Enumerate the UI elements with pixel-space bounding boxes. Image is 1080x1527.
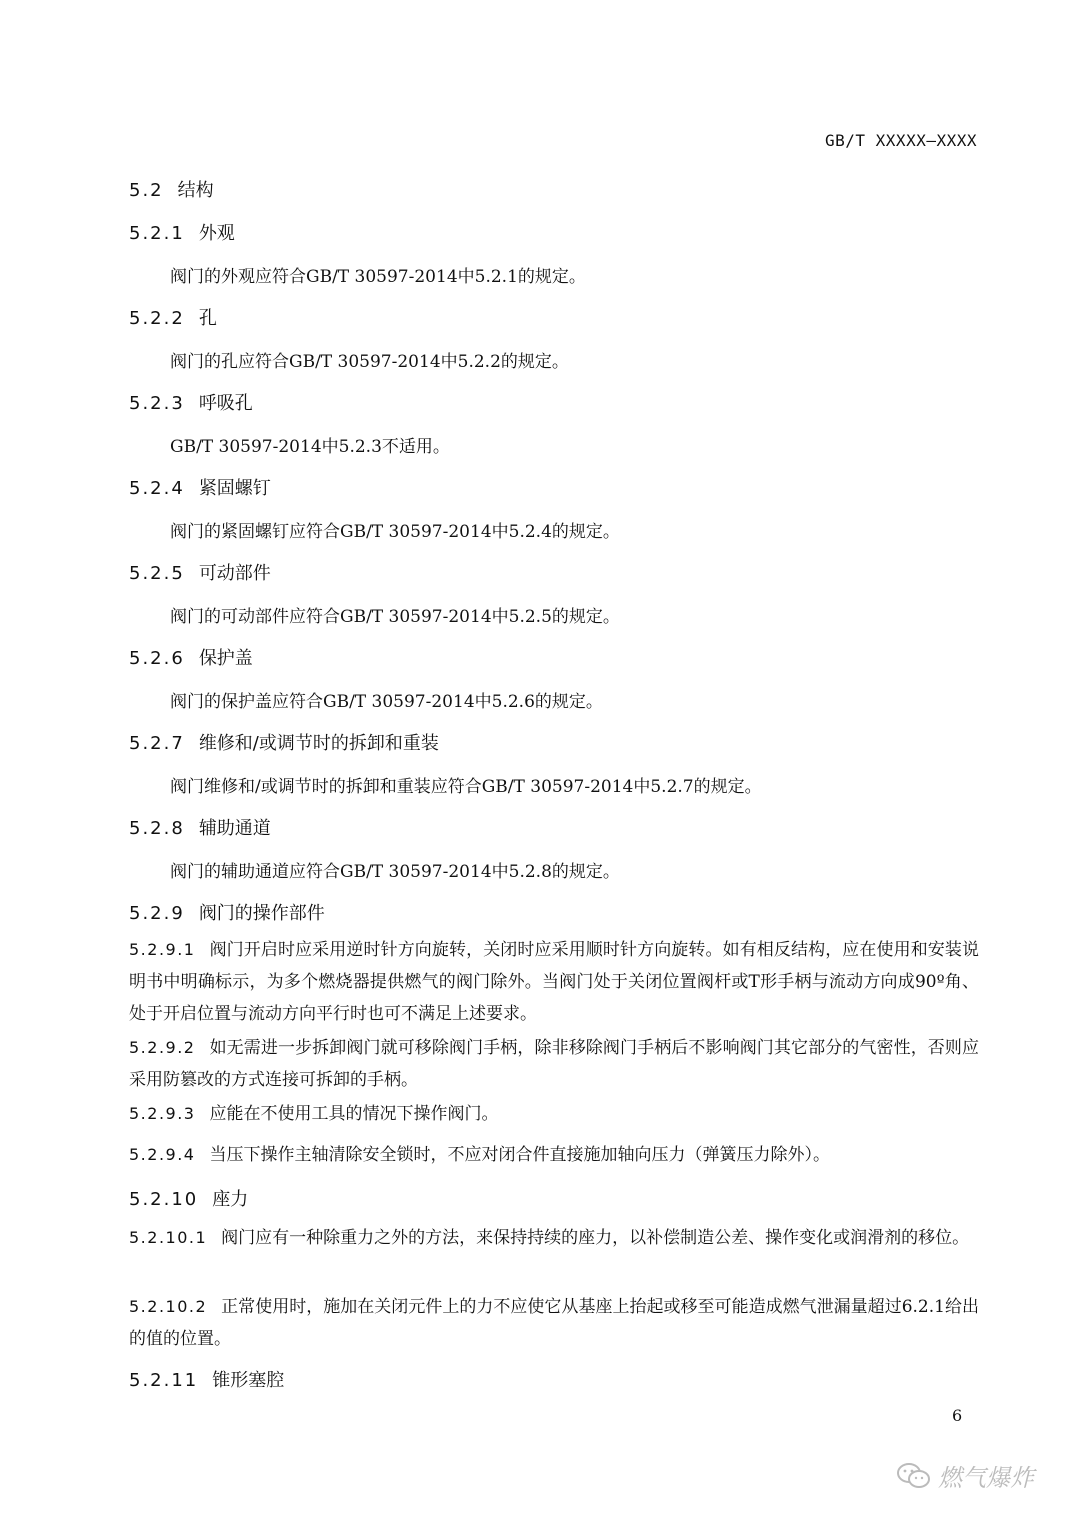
watermark [896, 1458, 1034, 1493]
section-heading-5-2-4: 5.2.4 紧固螺钉 [129, 478, 271, 499]
section-heading-5-2-2: 5.2.2 孔 [129, 308, 217, 329]
section-body-5-2-6: 阀门的保护盖应符合GB/T 30597-2014中5.2.6的规定。 [170, 692, 603, 712]
section-heading-5-2-1: 5.2.1 外观 [129, 223, 235, 244]
clause-5-2-9-1: 5.2.9.1 阀门开启时应采用逆时针方向旋转，关闭时应采用顺时针方向旋转。如有相反结构，应在使用和安装说明书中明确标示，为多个燃烧器提供燃气的阀门除外。当阀门处于关闭位置阀杆或T形手柄与流动方向成90º角、处于开启位置与流动方向平行时也可不满足上述要求。 [129, 940, 979, 1024]
page-number: 6 [952, 1406, 963, 1425]
clause-5-2-10-1: 5.2.10.1 阀门应有一种除重力之外的方法，来保持持续的座力，以补偿制造公差、操作变化或润滑剂的移位。 [129, 1228, 970, 1248]
section-heading-5-2-9: 5.2.9 阀门的操作部件 [129, 903, 325, 924]
section-heading-5-2-11: 5.2.11 锥形塞腔 [129, 1370, 285, 1391]
wechat-icon [896, 1461, 932, 1491]
section-body-5-2-1: 阀门的外观应符合GB/T 30597-2014中5.2.1的规定。 [170, 267, 586, 287]
section-heading-5-2-8: 5.2.8 辅助通道 [129, 818, 271, 839]
section-heading-5-2-3: 5.2.3 呼吸孔 [129, 393, 253, 414]
watermark-text: 燃气爆炸 [938, 1464, 1034, 1492]
section-heading-5-2: 5.2 结构 [129, 180, 214, 201]
section-body-5-2-4: 阀门的紧固螺钉应符合GB/T 30597-2014中5.2.4的规定。 [170, 522, 620, 542]
section-body-5-2-5: 阀门的可动部件应符合GB/T 30597-2014中5.2.5的规定。 [170, 607, 620, 627]
section-heading-5-2-6: 5.2.6 保护盖 [129, 648, 253, 669]
section-body-5-2-7: 阀门维修和/或调节时的拆卸和重装应符合GB/T 30597-2014中5.2.7的规定。 [170, 777, 762, 797]
clause-5-2-10-2: 5.2.10.2 正常使用时，施加在关闭元件上的力不应使它从基座上抬起或移至可能造成燃气泄漏量超过6.2.1给出的值的位置。 [129, 1297, 979, 1349]
section-body-5-2-2: 阀门的孔应符合GB/T 30597-2014中5.2.2的规定。 [170, 352, 569, 372]
section-body-5-2-3: GB/T 30597-2014中5.2.3不适用。 [170, 437, 450, 457]
section-heading-5-2-5: 5.2.5 可动部件 [129, 563, 271, 584]
clause-5-2-9-4: 5.2.9.4 当压下操作主轴清除安全锁时，不应对闭合件直接施加轴向压力（弹簧压力除外）。 [129, 1145, 830, 1165]
section-body-5-2-8: 阀门的辅助通道应符合GB/T 30597-2014中5.2.8的规定。 [170, 862, 620, 882]
section-heading-5-2-7: 5.2.7 维修和/或调节时的拆卸和重装 [129, 733, 439, 754]
clause-5-2-9-3: 5.2.9.3 应能在不使用工具的情况下操作阀门。 [129, 1104, 499, 1124]
clause-5-2-9-2: 5.2.9.2 如无需进一步拆卸阀门就可移除阀门手柄，除非移除阀门手柄后不影响阀门其它部分的气密性，否则应采用防篡改的方式连接可拆卸的手柄。 [129, 1038, 979, 1090]
standard-code: GB/T XXXXX—XXXX [825, 131, 977, 150]
section-heading-5-2-10: 5.2.10 座力 [129, 1189, 249, 1210]
